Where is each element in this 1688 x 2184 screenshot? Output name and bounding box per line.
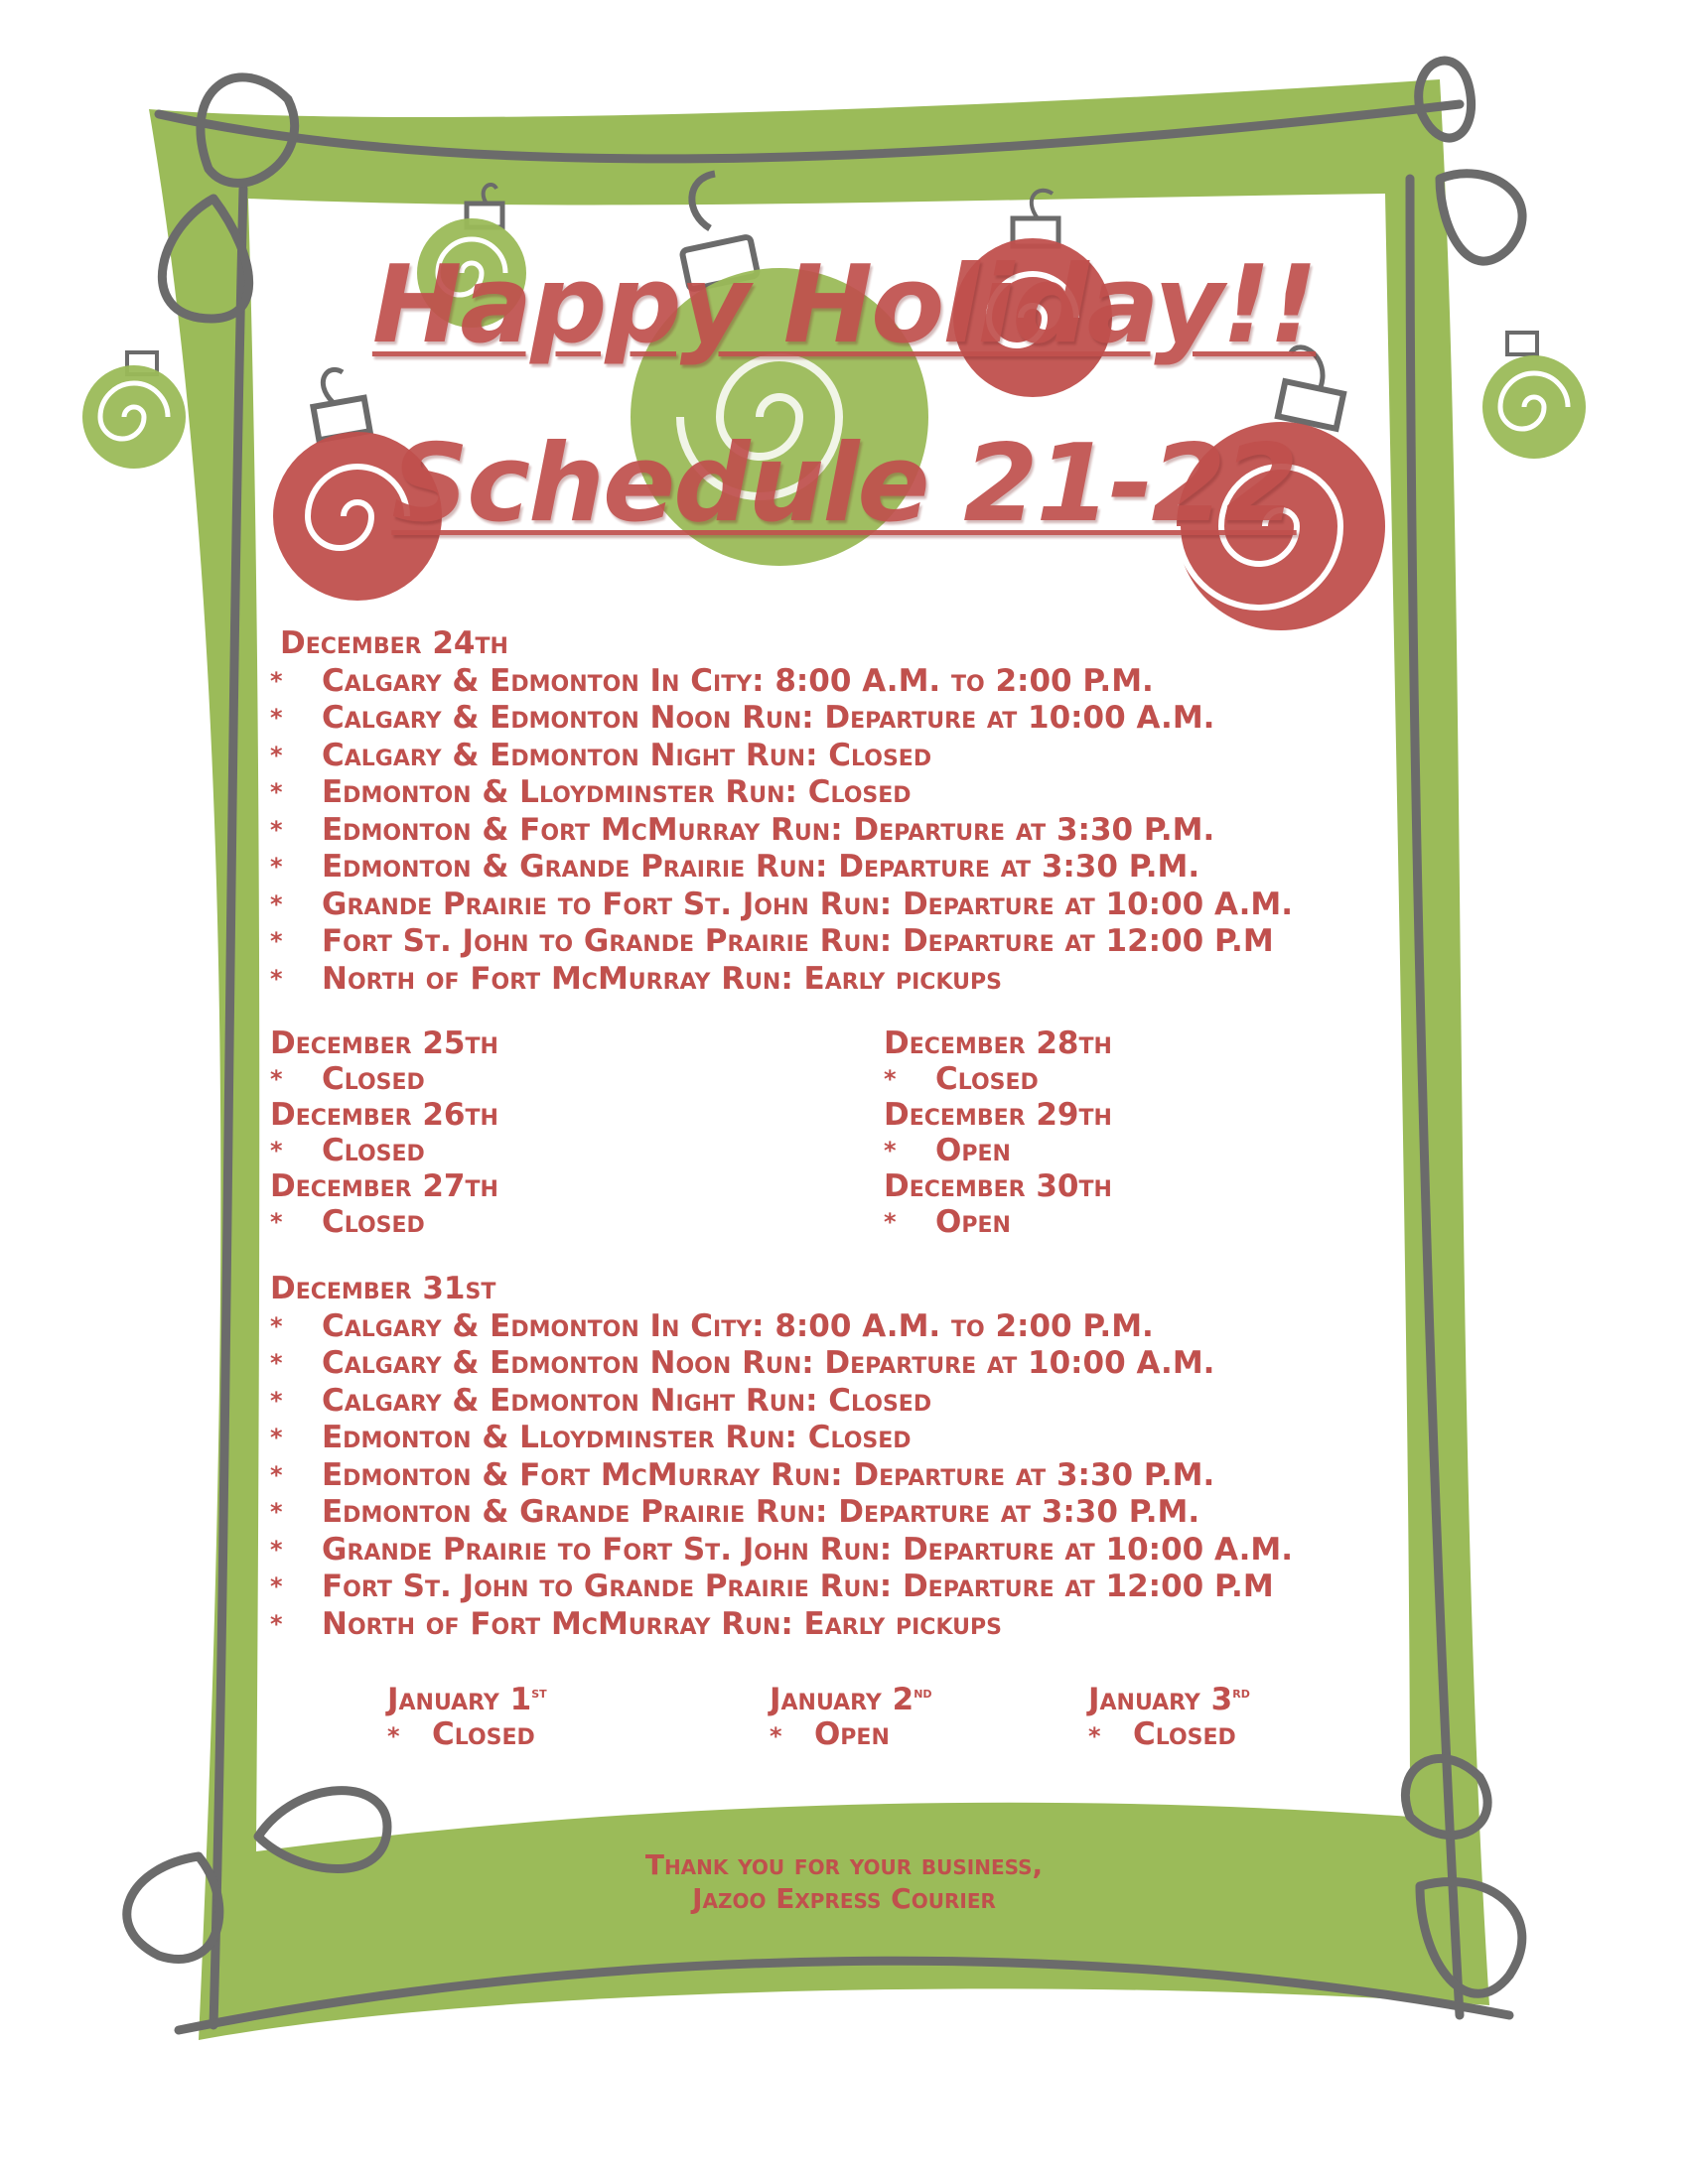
jan-heading: January 1st xyxy=(387,1682,547,1717)
day-status: * Open xyxy=(884,1204,1011,1240)
bullet-icon: * xyxy=(270,1065,283,1093)
dec31-section xyxy=(270,1271,1293,1643)
bullet-icon: * xyxy=(270,1460,283,1489)
day-status: * Closed xyxy=(884,1061,1039,1097)
bullet-icon: * xyxy=(270,778,283,806)
bullet-icon: * xyxy=(770,1722,782,1750)
bullet-icon: * xyxy=(270,1349,283,1377)
day-status: * Open xyxy=(884,1133,1011,1168)
bullet-icon: * xyxy=(270,666,283,695)
bullet-icon: * xyxy=(270,853,283,881)
day-status: * Closed xyxy=(270,1061,425,1097)
jan-1 xyxy=(387,1675,547,1754)
title-line-2: Schedule 21-22 xyxy=(391,422,1297,546)
day-heading: December 28th xyxy=(884,1025,1112,1061)
bullet-icon: * xyxy=(884,1137,897,1164)
day-heading: December 30th xyxy=(884,1168,1112,1204)
bullet-icon: * xyxy=(270,1609,283,1638)
bullet-icon: * xyxy=(1088,1722,1101,1750)
list-item: * Edmonton & Lloydminster Run: Closed xyxy=(270,1420,912,1455)
day-heading: December 29th xyxy=(884,1097,1112,1133)
list-item: * Grande Prairie to Fort St. John Run: Departure at 10:00 A.M. xyxy=(270,886,1293,922)
bullet-icon: * xyxy=(270,741,283,769)
thank-you-footer xyxy=(0,1848,1688,1916)
title-line-1: Happy Holiday!! xyxy=(371,243,1317,367)
jan-status: * Closed xyxy=(387,1716,535,1752)
jan-status: * Open xyxy=(770,1716,890,1752)
days-left-column xyxy=(270,1025,498,1240)
bullet-icon: * xyxy=(387,1722,400,1750)
jan-heading: January 2nd xyxy=(770,1682,932,1717)
jan-3 xyxy=(1088,1675,1250,1754)
bullet-icon: * xyxy=(270,1498,283,1526)
jan-2 xyxy=(770,1675,932,1754)
list-item: * Grande Prairie to Fort St. John Run: Departure at 10:00 A.M. xyxy=(270,1531,1293,1568)
list-item: * Fort St. John to Grande Prairie Run: Departure at 12:00 P.M xyxy=(270,1569,1274,1604)
bullet-icon: * xyxy=(270,1208,283,1236)
list-item: * Calgary & Edmonton In City: 8:00 A.M. to 2:00 P.M. xyxy=(270,662,1154,699)
jan-heading: January 3rd xyxy=(1088,1682,1250,1717)
list-item: * Calgary & Edmonton Noon Run: Departure at 10:00 A.M. xyxy=(270,1345,1215,1381)
bullet-icon: * xyxy=(270,1137,283,1164)
list-item: * Edmonton & Fort McMurray Run: Departure at 3:30 P.M. xyxy=(270,811,1215,848)
bullet-icon: * xyxy=(270,704,283,732)
list-item: * Calgary & Edmonton In City: 8:00 A.M. to 2:00 P.M. xyxy=(270,1307,1154,1344)
bullet-icon: * xyxy=(884,1208,897,1236)
day-heading: December 27th xyxy=(270,1168,498,1204)
day-status: * Closed xyxy=(270,1204,425,1240)
bullet-icon: * xyxy=(270,1424,283,1451)
bullet-icon: * xyxy=(270,927,283,955)
thank-you-line: Thank you for your business, xyxy=(644,1848,1044,1881)
list-item: * North of Fort McMurray Run: Early pickups xyxy=(270,1605,1002,1642)
list-item: * North of Fort McMurray Run: Early pickups xyxy=(270,960,1002,997)
bullet-icon: * xyxy=(270,889,283,918)
list-item: * Calgary & Edmonton Noon Run: Departure at 10:00 A.M. xyxy=(270,700,1215,736)
list-item: * Edmonton & Fort McMurray Run: Departure at 3:30 P.M. xyxy=(270,1456,1215,1493)
bullet-icon: * xyxy=(270,1572,283,1600)
dec31-heading: December 31st xyxy=(270,1271,496,1306)
dec24-section xyxy=(270,625,1293,998)
list-item: * Calgary & Edmonton Night Run: Closed xyxy=(270,737,932,773)
days-right-column xyxy=(884,1025,1112,1240)
dec24-heading: December 24th xyxy=(280,625,508,661)
bullet-icon: * xyxy=(270,815,283,844)
list-item: * Calgary & Edmonton Night Run: Closed xyxy=(270,1382,932,1419)
bullet-icon: * xyxy=(270,964,283,993)
day-heading: December 25th xyxy=(270,1025,498,1061)
bullet-icon: * xyxy=(270,1311,283,1340)
company-name: Jazoo Express Courier xyxy=(692,1882,996,1915)
bullet-icon: * xyxy=(884,1065,897,1093)
jan-status: * Closed xyxy=(1088,1716,1236,1752)
day-status: * Closed xyxy=(270,1133,425,1168)
day-heading: December 26th xyxy=(270,1097,498,1133)
bullet-icon: * xyxy=(270,1386,283,1415)
list-item: * Fort St. John to Grande Prairie Run: Departure at 12:00 P.M xyxy=(270,923,1274,959)
list-item: * Edmonton & Lloydminster Run: Closed xyxy=(270,774,912,810)
list-item: * Edmonton & Grande Prairie Run: Departure at 3:30 P.M. xyxy=(270,849,1200,885)
list-item: * Edmonton & Grande Prairie Run: Departure at 3:30 P.M. xyxy=(270,1494,1200,1530)
bullet-icon: * xyxy=(270,1535,283,1564)
